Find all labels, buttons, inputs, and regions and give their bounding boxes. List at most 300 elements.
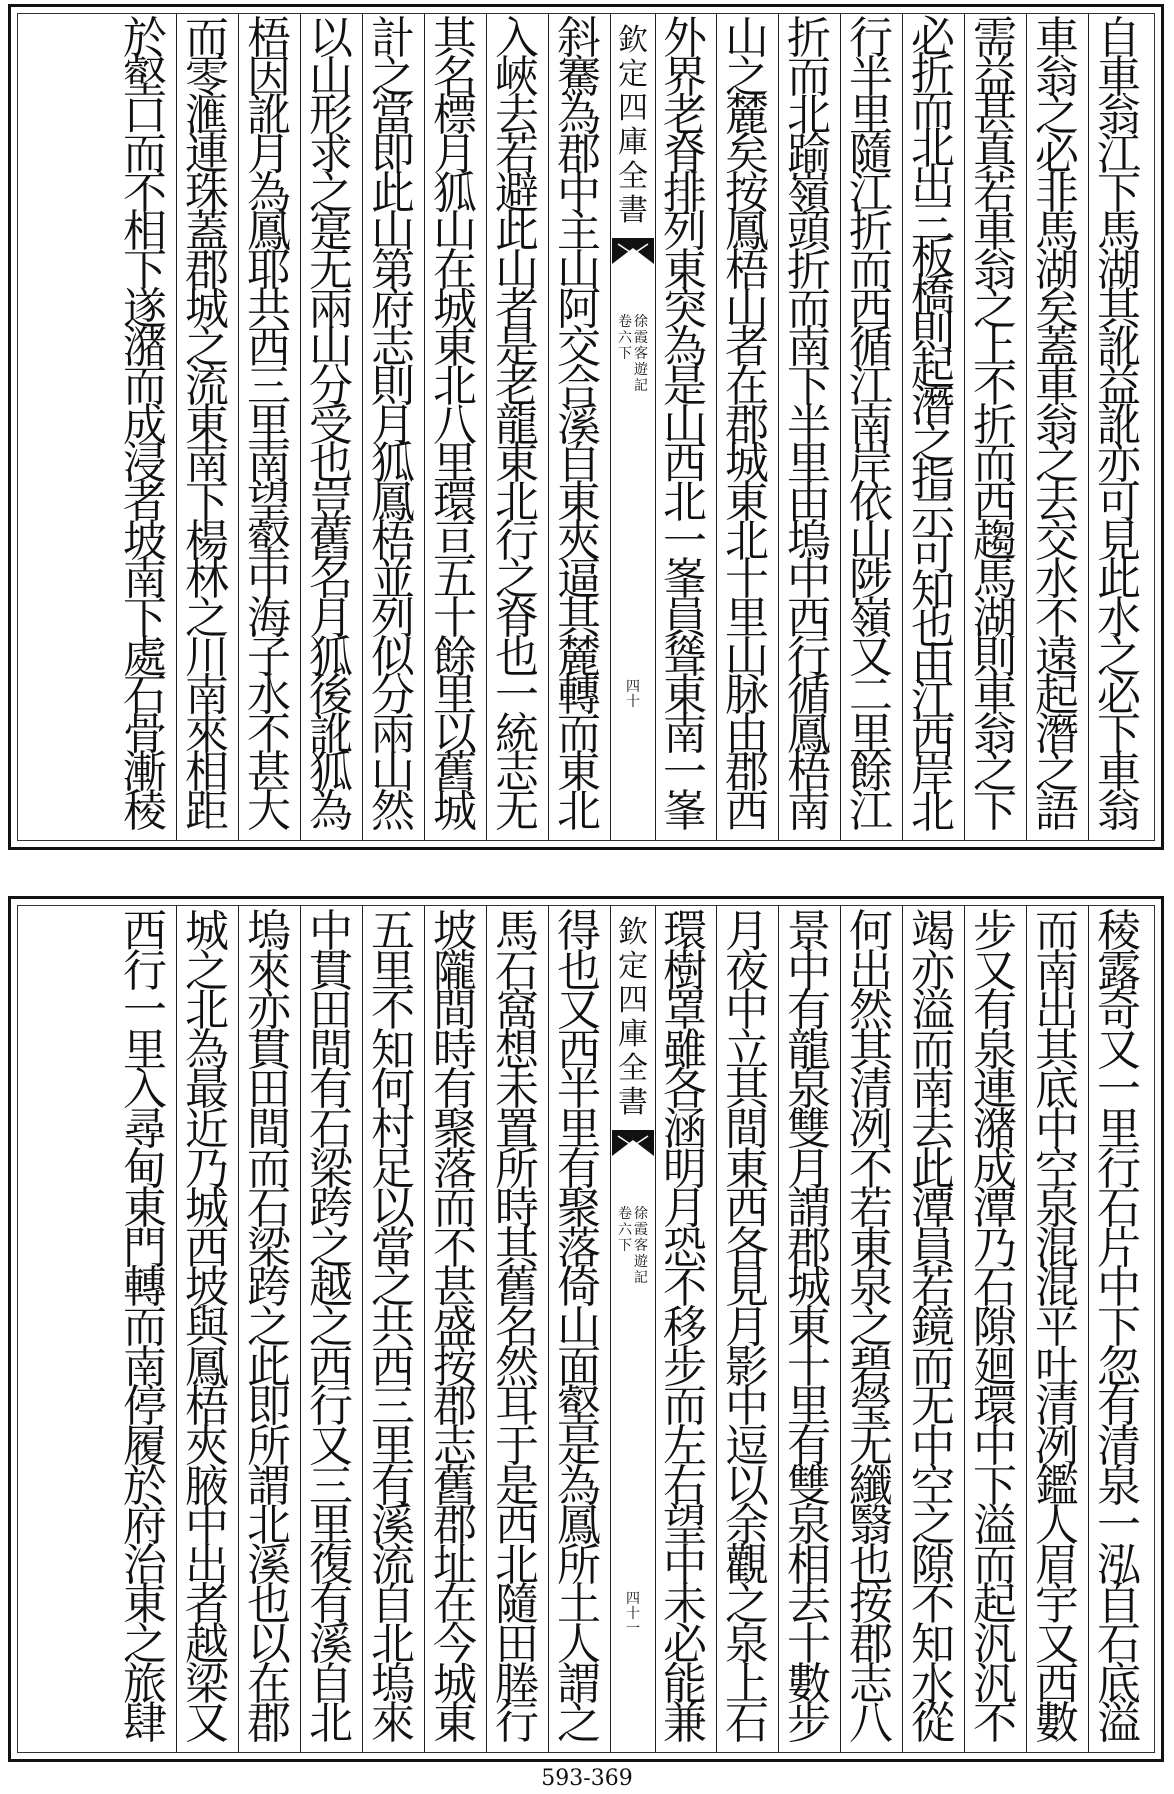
text-char: 府 — [123, 1500, 167, 1552]
text-char: 田 — [247, 1064, 291, 1116]
text-char: 示 — [911, 491, 955, 543]
text-char: 所 — [557, 1539, 601, 1591]
text-char: 足 — [371, 1143, 415, 1195]
text-char: 之 — [911, 1500, 955, 1552]
text-char: 按 — [433, 1341, 477, 1393]
text-char: 里 — [787, 438, 831, 490]
volume-label — [611, 314, 655, 394]
text-char: 稜 — [123, 786, 167, 838]
text-char: 潛 — [911, 381, 955, 433]
text-char: 志 — [371, 322, 415, 374]
text-char: 轉 — [557, 670, 601, 722]
text-char: 間 — [725, 1104, 769, 1156]
text-char: 梁 — [185, 1658, 229, 1710]
text-char: 即 — [247, 1381, 291, 1433]
text-char: 西 — [247, 322, 291, 374]
text-char: 底 — [1097, 1658, 1141, 1710]
text-char: 停 — [123, 1381, 167, 1433]
text-char: 相 — [185, 747, 229, 799]
text-column — [305, 13, 357, 838]
text-char: 乃 — [185, 1143, 229, 1195]
text-char: 楊 — [185, 515, 229, 567]
text-char: 之 — [247, 1302, 291, 1354]
text-char: 梧 — [247, 13, 291, 64]
text-char: 里 — [725, 592, 769, 644]
text-char: 數 — [1035, 1698, 1079, 1750]
text-char: 志 — [849, 1658, 893, 1710]
text-char: 亦 — [911, 945, 955, 997]
text-char: 山 — [371, 747, 415, 799]
text-char: 之 — [309, 167, 353, 219]
text-char: 峽 — [495, 51, 539, 103]
text-char: 去 — [1035, 476, 1079, 528]
text-char: 以 — [371, 1183, 415, 1235]
text-char: 耳 — [495, 1381, 539, 1433]
text-char: 下 — [973, 1460, 1017, 1512]
book-title — [613, 24, 653, 228]
text-column — [119, 13, 171, 838]
text-char: 車 — [1097, 747, 1141, 799]
volume-title-char: 記 — [634, 1270, 648, 1286]
text-char: 按 — [725, 167, 769, 219]
text-char: 若 — [849, 1183, 893, 1235]
bottom-page-spine — [610, 906, 656, 1752]
text-char: 老 — [663, 90, 707, 142]
text-char: 界 — [663, 51, 707, 103]
text-char: 江 — [911, 676, 955, 728]
text-char: 車 — [973, 206, 1017, 258]
text-char: 是 — [663, 360, 707, 412]
text-char: 塢 — [247, 906, 291, 957]
text-char: 起 — [1035, 670, 1079, 722]
text-char: 浸 — [123, 438, 167, 490]
text-column — [491, 13, 543, 838]
text-char: 來 — [185, 708, 229, 760]
text-char: 有 — [787, 1420, 831, 1472]
text-char: 越 — [309, 1262, 353, 1314]
text-char: 川 — [185, 631, 229, 683]
text-char: 行 — [495, 1698, 539, 1750]
text-char: 南 — [123, 554, 167, 606]
text-char: 零 — [185, 51, 229, 103]
text-char: 而 — [557, 708, 601, 760]
text-char: 有 — [557, 1143, 601, 1195]
text-char: 窩 — [495, 985, 539, 1037]
text-char: 无 — [495, 786, 539, 838]
volume-title-char: 遊 — [634, 1254, 648, 1270]
text-char: 以 — [247, 1618, 291, 1670]
text-char: 需 — [973, 13, 1017, 64]
text-char: 陟 — [849, 554, 893, 606]
text-char: 然 — [371, 786, 415, 838]
text-char: 鳳 — [371, 476, 415, 528]
text-column — [305, 906, 357, 1750]
text-char: 不 — [1035, 592, 1079, 644]
text-column — [243, 906, 295, 1750]
column-rule — [1026, 14, 1027, 840]
text-char: 中 — [787, 945, 831, 997]
volume-title-char: 客 — [634, 346, 648, 362]
text-char: 車 — [1097, 51, 1141, 103]
text-char: 其 — [725, 1064, 769, 1116]
text-char: 潛 — [1035, 708, 1079, 760]
text-char: 梁 — [247, 1222, 291, 1274]
text-char: 又 — [309, 1420, 353, 1472]
text-char: 里 — [1097, 1104, 1141, 1156]
text-char: 湖 — [1035, 244, 1079, 296]
text-char: 起 — [911, 344, 955, 396]
text-char: 十 — [787, 1341, 831, 1393]
text-char: 岸 — [911, 750, 955, 802]
text-char: 為 — [247, 167, 291, 219]
text-char: 謂 — [787, 1183, 831, 1235]
text-char: 麓 — [725, 90, 769, 142]
text-char: 泉 — [725, 1618, 769, 1670]
text-column — [429, 13, 481, 838]
text-char: 月 — [725, 906, 769, 957]
text-char: 二 — [849, 670, 893, 722]
text-char: 距 — [185, 786, 229, 838]
volume-number — [618, 314, 632, 394]
text-char: 城 — [185, 906, 229, 957]
text-char: 人 — [557, 1618, 601, 1670]
text-char: 此 — [1097, 554, 1141, 606]
text-char: 相 — [787, 1539, 831, 1591]
text-char: 山 — [557, 244, 601, 296]
text-char: 水 — [911, 1658, 955, 1710]
text-char: 而 — [911, 1024, 955, 1076]
text-char: 潭 — [911, 1183, 955, 1235]
text-char: 然 — [849, 985, 893, 1037]
text-char: 又 — [1035, 1618, 1079, 1670]
text-char: 水 — [247, 670, 291, 722]
text-char: 稜 — [1097, 906, 1141, 957]
text-char: 尋 — [123, 1104, 167, 1156]
text-char: 來 — [371, 1698, 415, 1750]
text-char: 者 — [123, 476, 167, 528]
text-char: 郡 — [185, 244, 229, 296]
text-char: 山 — [725, 631, 769, 683]
text-char: 而 — [911, 1341, 955, 1393]
text-char: 北 — [495, 476, 539, 528]
text-char: 東 — [663, 244, 707, 296]
text-char: 在 — [433, 1579, 477, 1631]
text-char: 也 — [247, 1579, 291, 1631]
folio-char: 四 — [626, 1591, 640, 1607]
text-char: 北 — [433, 360, 477, 412]
text-char: 訛 — [309, 708, 353, 760]
text-char: 循 — [787, 670, 831, 722]
column-rule — [486, 906, 487, 1752]
text-char: 東 — [725, 1143, 769, 1195]
text-char: 明 — [663, 1143, 707, 1195]
text-char: 又 — [973, 945, 1017, 997]
text-char: 甚 — [247, 747, 291, 799]
text-char: 水 — [1035, 554, 1079, 606]
text-char: 而 — [849, 244, 893, 296]
volume-title-char: 記 — [634, 378, 648, 394]
text-char: 外 — [663, 13, 707, 64]
book-title-char: 欽 — [618, 23, 648, 58]
text-char: 東 — [433, 1698, 477, 1750]
text-char: 坡 — [433, 906, 477, 957]
text-char: 坡 — [185, 1262, 229, 1314]
text-char: 里 — [433, 670, 477, 722]
text-char: 益 — [973, 51, 1017, 103]
book-title-char: 四 — [618, 983, 648, 1018]
text-char: 梧 — [725, 244, 769, 296]
text-char: 得 — [557, 906, 601, 957]
text-char: 南 — [1035, 945, 1079, 997]
text-char: 南 — [787, 322, 831, 374]
top-page — [8, 4, 1164, 850]
text-char: 其 — [433, 13, 477, 64]
text-char: 者 — [495, 283, 539, 335]
text-char: 下 — [1097, 708, 1141, 760]
text-char: 下 — [787, 360, 831, 412]
text-char: 月 — [433, 128, 477, 180]
text-char: 有 — [371, 1460, 415, 1512]
text-char: 山 — [495, 244, 539, 296]
text-char: 月 — [725, 1302, 769, 1354]
text-char: 豈 — [309, 476, 353, 528]
text-char: 東 — [663, 670, 707, 722]
text-char: 所 — [247, 1420, 291, 1472]
text-char: 步 — [663, 1341, 707, 1393]
text-char: 漸 — [123, 747, 167, 799]
text-char: 露 — [1097, 945, 1141, 997]
text-char: 為 — [557, 90, 601, 142]
text-char: 為 — [557, 1460, 601, 1512]
text-char: 自 — [1097, 1579, 1141, 1631]
text-char: 不 — [973, 1698, 1017, 1750]
text-char: 貫 — [247, 1024, 291, 1076]
text-char: 三 — [371, 1381, 415, 1433]
text-char: 一 — [1097, 1064, 1141, 1116]
page-number: 593-369 — [541, 1766, 633, 1791]
text-char: 翁 — [1097, 786, 1141, 838]
text-char: 月 — [371, 399, 415, 451]
text-char: 右 — [663, 1460, 707, 1512]
text-char: 不 — [247, 708, 291, 760]
text-char: 溪 — [557, 399, 601, 451]
text-char: 自 — [1097, 13, 1141, 64]
text-char: 也 — [911, 602, 955, 654]
text-char: 鳳 — [725, 206, 769, 258]
text-char: 月 — [787, 1143, 831, 1195]
text-char: 溢 — [973, 1500, 1017, 1552]
text-char: 益 — [1097, 360, 1141, 412]
text-char: 之 — [1035, 438, 1079, 490]
text-char: 數 — [787, 1658, 831, 1710]
text-char: 龍 — [787, 1024, 831, 1076]
text-char: 狐 — [309, 747, 353, 799]
text-char: 貫 — [309, 945, 353, 997]
text-char: 西 — [557, 1024, 601, 1076]
text-char: 西 — [849, 283, 893, 335]
text-char: 不 — [973, 360, 1017, 412]
text-char: 西 — [973, 476, 1017, 528]
folio-char: 十 — [626, 1606, 640, 1622]
text-char: 中 — [663, 1539, 707, 1591]
text-char: 門 — [123, 1222, 167, 1274]
text-char: 而 — [973, 1539, 1017, 1591]
text-char: 府 — [371, 283, 415, 335]
text-char: 騫 — [557, 51, 601, 103]
text-char: 跨 — [247, 1262, 291, 1314]
text-char: 環 — [663, 906, 707, 957]
column-rule — [964, 906, 965, 1752]
text-char: 然 — [495, 1341, 539, 1393]
text-char: 北 — [911, 787, 955, 839]
top-page-frame — [17, 13, 1155, 841]
text-char: 中 — [725, 1381, 769, 1433]
text-char: 北 — [725, 515, 769, 567]
text-column — [969, 906, 1021, 1750]
text-char: 城 — [433, 1658, 477, 1710]
text-char: 落 — [433, 1143, 477, 1195]
text-char: 去 — [911, 1104, 955, 1156]
text-char: 流 — [371, 1539, 415, 1591]
book-title-char: 四 — [618, 91, 648, 126]
text-char: 東 — [123, 1183, 167, 1235]
text-char: 吐 — [1035, 1341, 1079, 1393]
text-char: 可 — [911, 528, 955, 580]
text-column — [119, 906, 171, 1750]
text-char: 求 — [309, 128, 353, 180]
text-char: 龍 — [495, 399, 539, 451]
text-char: 自 — [371, 1579, 415, 1631]
text-char: 入 — [495, 13, 539, 64]
text-char: 骨 — [123, 708, 167, 760]
text-char: 里 — [371, 945, 415, 997]
column-rule — [362, 906, 363, 1752]
text-char: 之 — [185, 322, 229, 374]
text-char: 之 — [911, 417, 955, 469]
text-char: 員 — [663, 592, 707, 644]
text-char: 步 — [787, 1698, 831, 1750]
text-char: 梧 — [787, 747, 831, 799]
column-rule — [1088, 14, 1089, 840]
text-column — [845, 906, 897, 1750]
text-char: 是 — [557, 1420, 601, 1472]
text-char: 无 — [309, 244, 353, 296]
text-char: 兩 — [371, 708, 415, 760]
column-rule — [840, 906, 841, 1752]
text-char: 而 — [911, 85, 955, 137]
text-char: 南 — [663, 708, 707, 760]
text-char: 為 — [185, 1024, 229, 1076]
text-char: 罩 — [663, 985, 707, 1037]
text-char: 里 — [849, 90, 893, 142]
text-char: 有 — [433, 1064, 477, 1116]
text-char: 寔 — [309, 206, 353, 258]
text-char: 受 — [309, 399, 353, 451]
text-char: 城 — [185, 283, 229, 335]
text-char: 環 — [973, 1381, 1017, 1433]
text-char: 連 — [973, 1064, 1017, 1116]
text-column — [367, 13, 419, 838]
text-char: 兼 — [663, 1698, 707, 1750]
text-char: 循 — [849, 322, 893, 374]
text-char: 中 — [973, 1420, 1017, 1472]
text-char: 中 — [557, 167, 601, 219]
text-char: 而 — [973, 438, 1017, 490]
text-char: 橋 — [911, 270, 955, 322]
text-char: 自 — [557, 438, 601, 490]
text-char: 志 — [433, 1420, 477, 1472]
text-char: 廻 — [973, 1341, 1017, 1393]
book-title-char: 全 — [618, 1051, 648, 1086]
text-char: 行 — [495, 515, 539, 567]
text-char: 塢 — [371, 1658, 415, 1710]
book-title-char: 庫 — [618, 125, 648, 160]
text-column — [969, 13, 1021, 838]
text-char: 混 — [1035, 1222, 1079, 1274]
text-char: 為 — [309, 786, 353, 838]
fish-tail-ornament-icon — [612, 236, 654, 266]
text-char: 泉 — [849, 1262, 893, 1314]
text-char: 翁 — [973, 708, 1017, 760]
text-char: 出 — [911, 159, 955, 211]
text-char: 履 — [123, 1420, 167, 1472]
text-char: 又 — [1097, 1024, 1141, 1076]
text-char: 石 — [309, 1104, 353, 1156]
text-char: 在 — [725, 360, 769, 412]
text-char: 郡 — [787, 1222, 831, 1274]
text-char: 腋 — [185, 1460, 229, 1512]
text-char: 見 — [725, 1262, 769, 1314]
text-char: 西 — [371, 1341, 415, 1393]
text-column — [783, 906, 835, 1750]
volume-label — [611, 1206, 655, 1286]
text-char: 之 — [557, 1698, 601, 1750]
text-char: 為 — [663, 322, 707, 374]
text-char: 與 — [185, 1302, 229, 1354]
volume-title-char: 霞 — [634, 1222, 648, 1238]
column-rule — [902, 14, 903, 840]
text-char: 西 — [725, 786, 769, 838]
book-title-char: 書 — [618, 1085, 648, 1120]
volume-number-char: 下 — [618, 346, 632, 362]
text-char: 後 — [309, 670, 353, 722]
text-char: 清 — [849, 1064, 893, 1116]
text-char: 田 — [495, 1618, 539, 1670]
text-char: 指 — [911, 454, 955, 506]
text-char: 三 — [247, 360, 291, 412]
text-char: 兩 — [309, 283, 353, 335]
text-char: 於 — [123, 1460, 167, 1512]
text-char: 石 — [1097, 1183, 1141, 1235]
text-char: 員 — [911, 1222, 955, 1274]
text-char: 語 — [1035, 786, 1079, 838]
text-char: 中 — [247, 554, 291, 606]
text-char: 水 — [1097, 592, 1141, 644]
text-char: 里 — [433, 438, 477, 490]
text-char: 之 — [725, 51, 769, 103]
text-char: 車 — [1035, 360, 1079, 412]
text-char: 名 — [309, 554, 353, 606]
text-char: 行 — [849, 13, 893, 64]
text-char: 以 — [309, 13, 353, 64]
text-char: 何 — [371, 1064, 415, 1116]
text-char: 下 — [185, 476, 229, 528]
text-char: 峯 — [663, 554, 707, 606]
text-char: 若 — [495, 128, 539, 180]
text-char: 郡 — [433, 1381, 477, 1433]
text-char: 雖 — [663, 1024, 707, 1076]
text-char: 之 — [725, 1579, 769, 1631]
